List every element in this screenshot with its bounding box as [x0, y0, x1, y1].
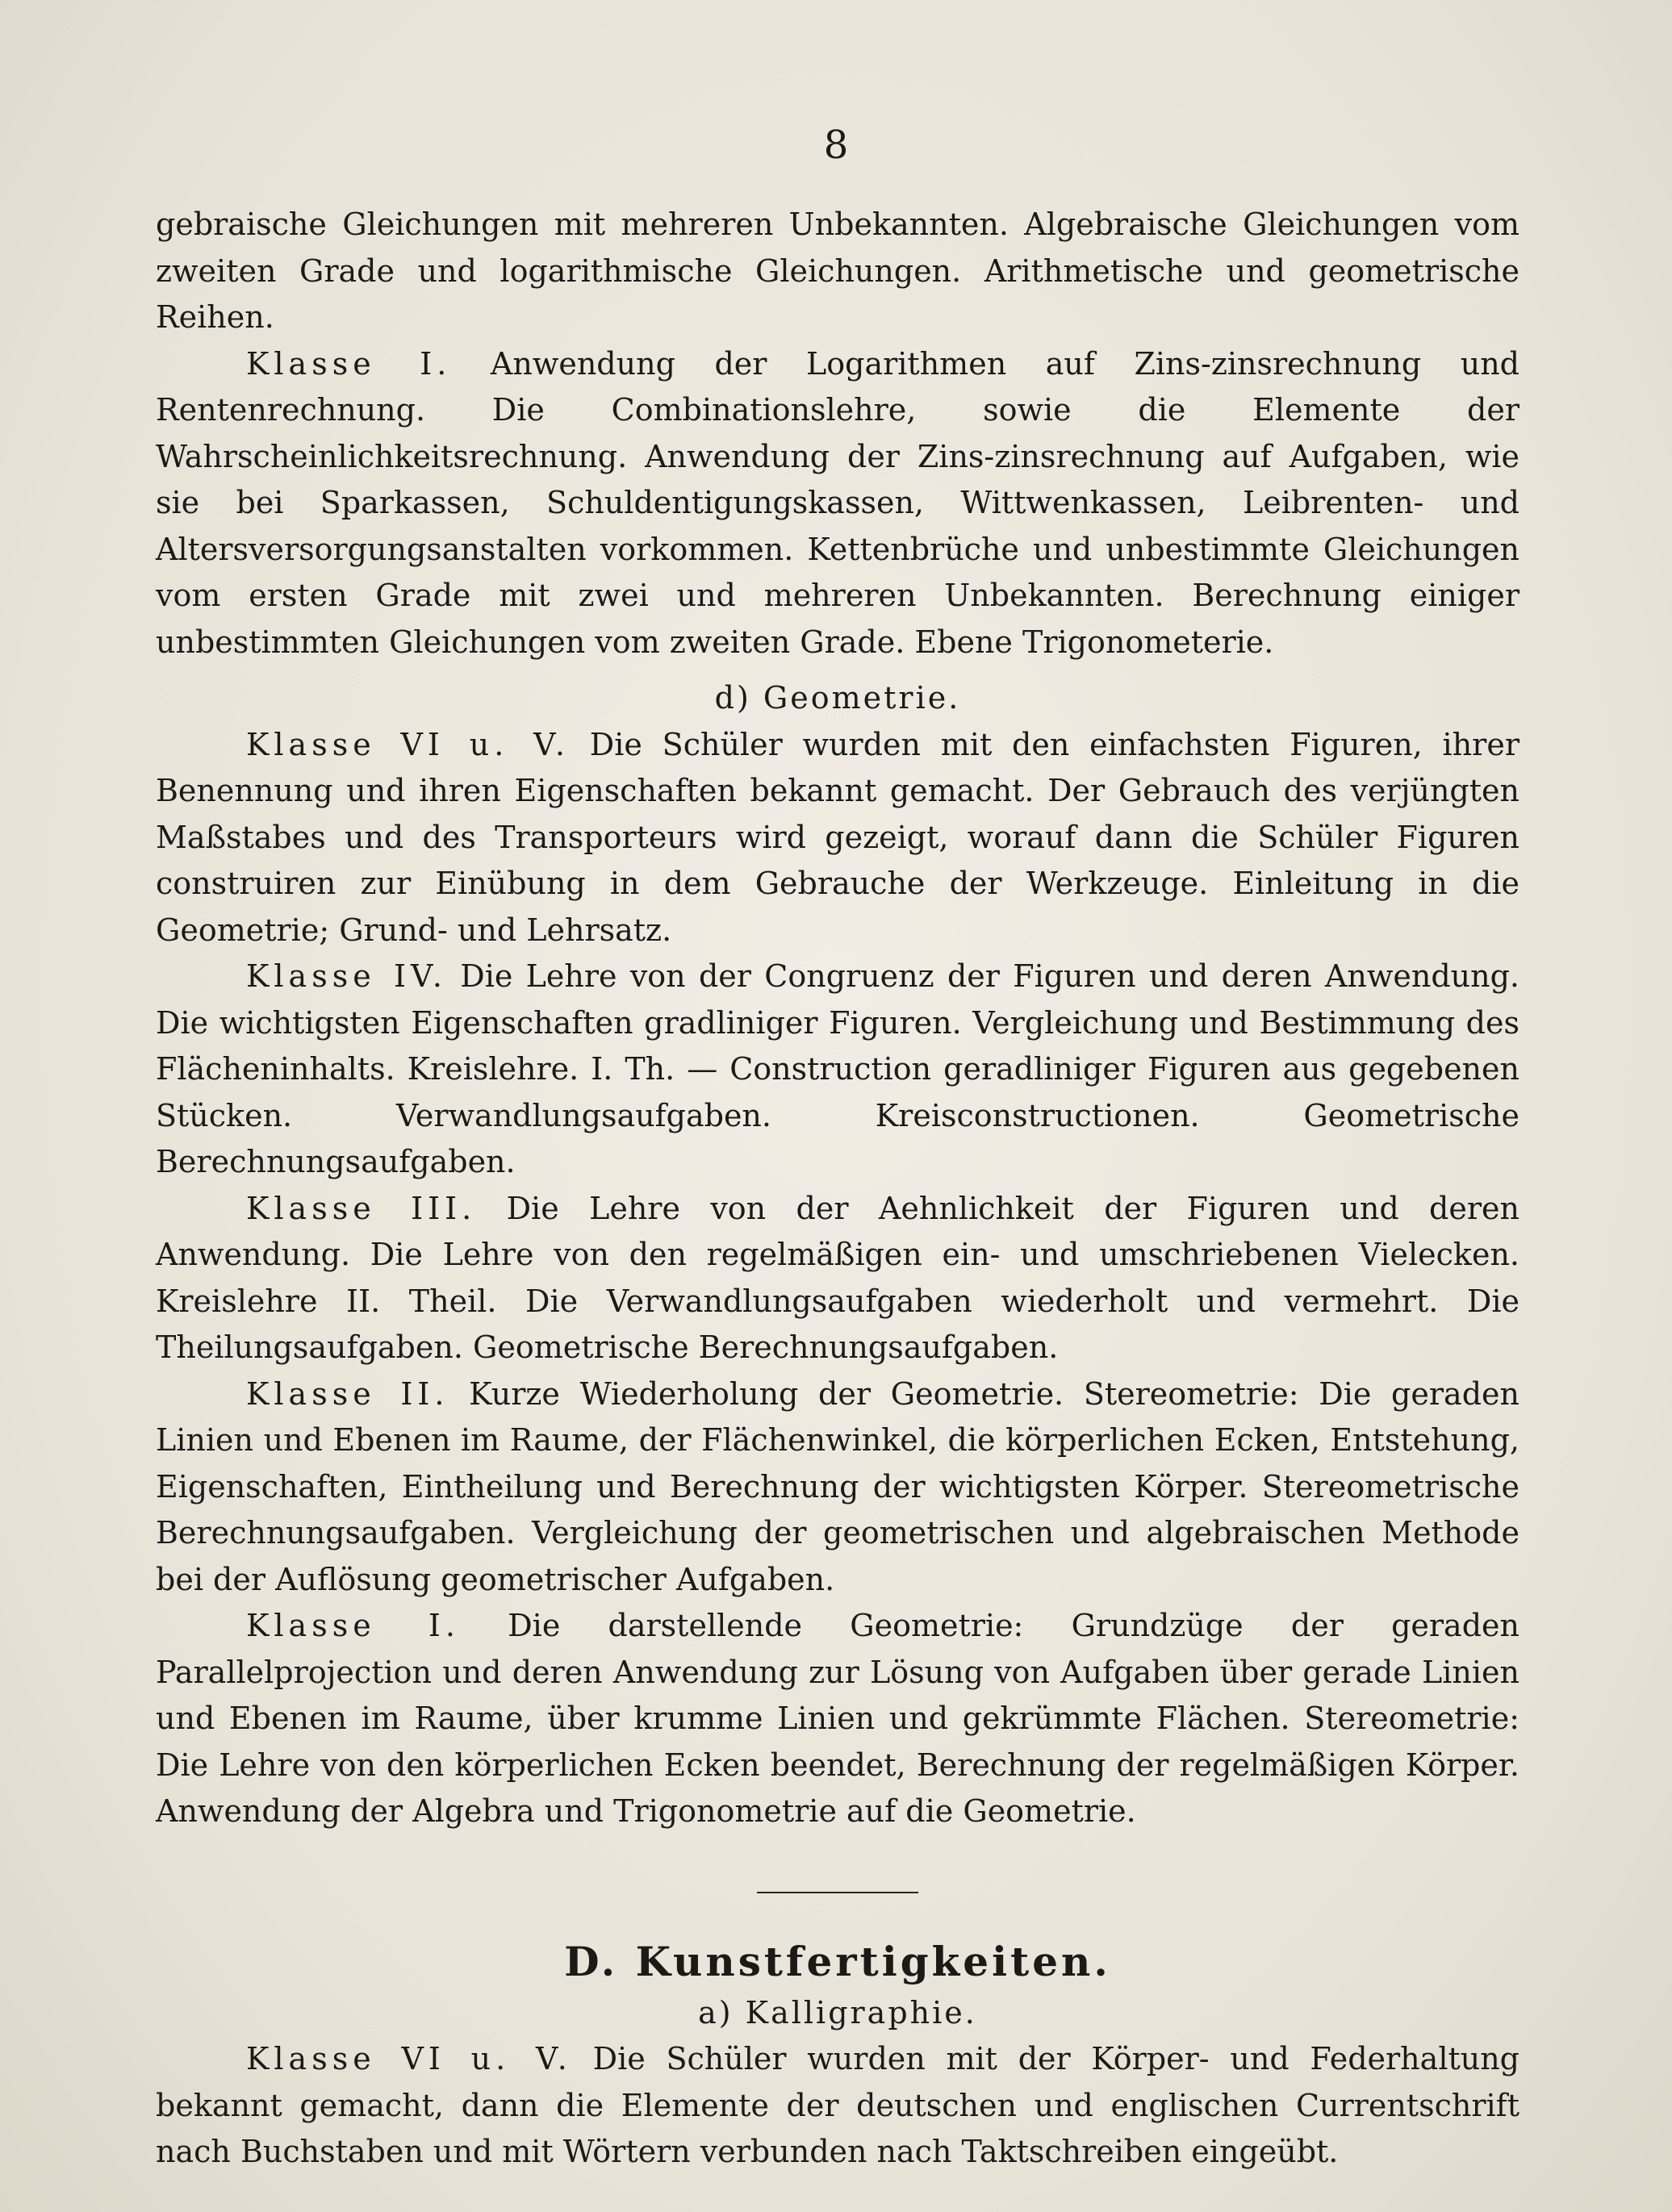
section-title-kunstfertigkeiten: D. Kunstfertigkeiten. [564, 1937, 1111, 1985]
paragraph-text: Die Schüler wurden mit der Körper- und Federhaltung bekannt gemacht, dann die Elemente der deutschen und englischen Currentschrift nach Buchstaben und mit Wörtern verbunden nach Taktschreiben eingeübt. [156, 2041, 1520, 2169]
paragraph-geometrie-klasse-4 [156, 954, 1519, 1186]
class-label: Klasse VI u. V. [246, 726, 570, 762]
paragraph-geometrie-klasse-3 [156, 1186, 1519, 1371]
paragraph-text: Anwendung der Logarithmen auf Zins-zinsrechnung und Rentenrechnung. Die Combinationslehre, sowie die Elemente der Wahrscheinlichkeitsrechnung. Anwendung der Zins-zinsrechnung auf Aufgaben, wie sie bei Sparkassen, Schuldentigungskassen, Wittwenkassen, Leibrenten- und Altersversorgungsanstalten vorkommen. Kettenbrüche und unbestimmte Gleichungen vom ersten Grade mit zwei und mehreren Unbekannten. Berechnung einiger unbestimmten Gleichungen vom zweiten Grade. Ebene Trigonometerie. [156, 345, 1519, 660]
paragraph-text: Die Schüler wurden mit den einfachsten Figuren, ihrer Benennung und ihren Eigenschaften bekannt gemacht. Der Gebrauch des verjüngten Maßstabes und des Transporteurs wird gezeigt, worauf dann die Schüler Figuren construiren zur Einübung in dem Gebrauche der Werkzeuge. Einleitung in die Geometrie; Grund- und Lehrsatz. [156, 726, 1519, 948]
paragraph-geometrie-klasse-1 [156, 1603, 1519, 1835]
paragraph-text: Die darstellende Geometrie: Grundzüge der geraden Parallelprojection und deren Anwendung zur Lösung von Aufgaben über gerade Linien und Ebenen im Raume, über krumme Linien und gekrümmte Flächen. Stereometrie: Die Lehre von den körperlichen Ecken beendet, Berechnung der regelmäßigen Körper. Anwendung der Algebra und Trigonometrie auf die Geometrie. [156, 1608, 1519, 1829]
class-label: Klasse IV. [246, 958, 447, 994]
paragraph-klasse-1-algebra [156, 341, 1519, 666]
subheading-geometrie: d) Geometrie. [714, 680, 961, 716]
paragraph-geometrie-klasse-6-5 [156, 722, 1519, 954]
page-number: 8 [823, 123, 849, 168]
paragraph-geometrie-klasse-2 [156, 1371, 1519, 1604]
page-content [156, 202, 1519, 2176]
class-label: Klasse I. [246, 345, 452, 382]
paragraph-text: Die Lehre von der Aehnlichkeit der Figuren und deren Anwendung. Die Lehre von den regelmäßigen ein- und umschriebenen Vielecken. Kreislehre II. Theil. Die Verwandlungsaufgaben wiederholt und vermehrt. Die Theilungsaufgaben. Geometrische Berechnungsaufgaben. [156, 1190, 1519, 1365]
paragraph-algebra-continued: gebraische Gleichungen mit mehreren Unbekannten. Algebraische Gleichungen vom zweiten Grade und logarithmische Gleichungen. Arithmetische und geometrische Reihen. [156, 207, 1519, 335]
paragraph-kalligraphie-klasse-6-5 [156, 2036, 1519, 2176]
section-divider [757, 1892, 918, 1893]
paragraph-text: Die Lehre von der Congruenz der Figuren und deren Anwendung. Die wichtigsten Eigenschaften gradliniger Figuren. Vergleichung und Bestimmung des Flächeninhalts. Kreislehre. I. Th. — Construction geradliniger Figuren aus gegebenen Stücken. Verwandlungsaufgaben. Kreisconstructionen. Geometrische Berechnungsaufgaben. [156, 958, 1520, 1179]
paragraph-text: Kurze Wiederholung der Geometrie. Stereometrie: Die geraden Linien und Ebenen im Raume, der Flächenwinkel, die körperlichen Ecken, Entstehung, Eigenschaften, Eintheilung und Berechnung der wichtigsten Körper. Stereometrische Berechnungsaufgaben. Vergleichung der geometrischen und algebraischen Methode bei der Auflösung geometrischer Aufgaben. [156, 1375, 1519, 1597]
class-label: Klasse III. [246, 1190, 477, 1226]
class-label: Klasse VI u. V. [246, 2041, 572, 2076]
subheading-kalligraphie: a) Kalligraphie. [698, 1994, 977, 2030]
class-label: Klasse II. [246, 1375, 449, 1412]
class-label: Klasse I. [246, 1608, 460, 1643]
